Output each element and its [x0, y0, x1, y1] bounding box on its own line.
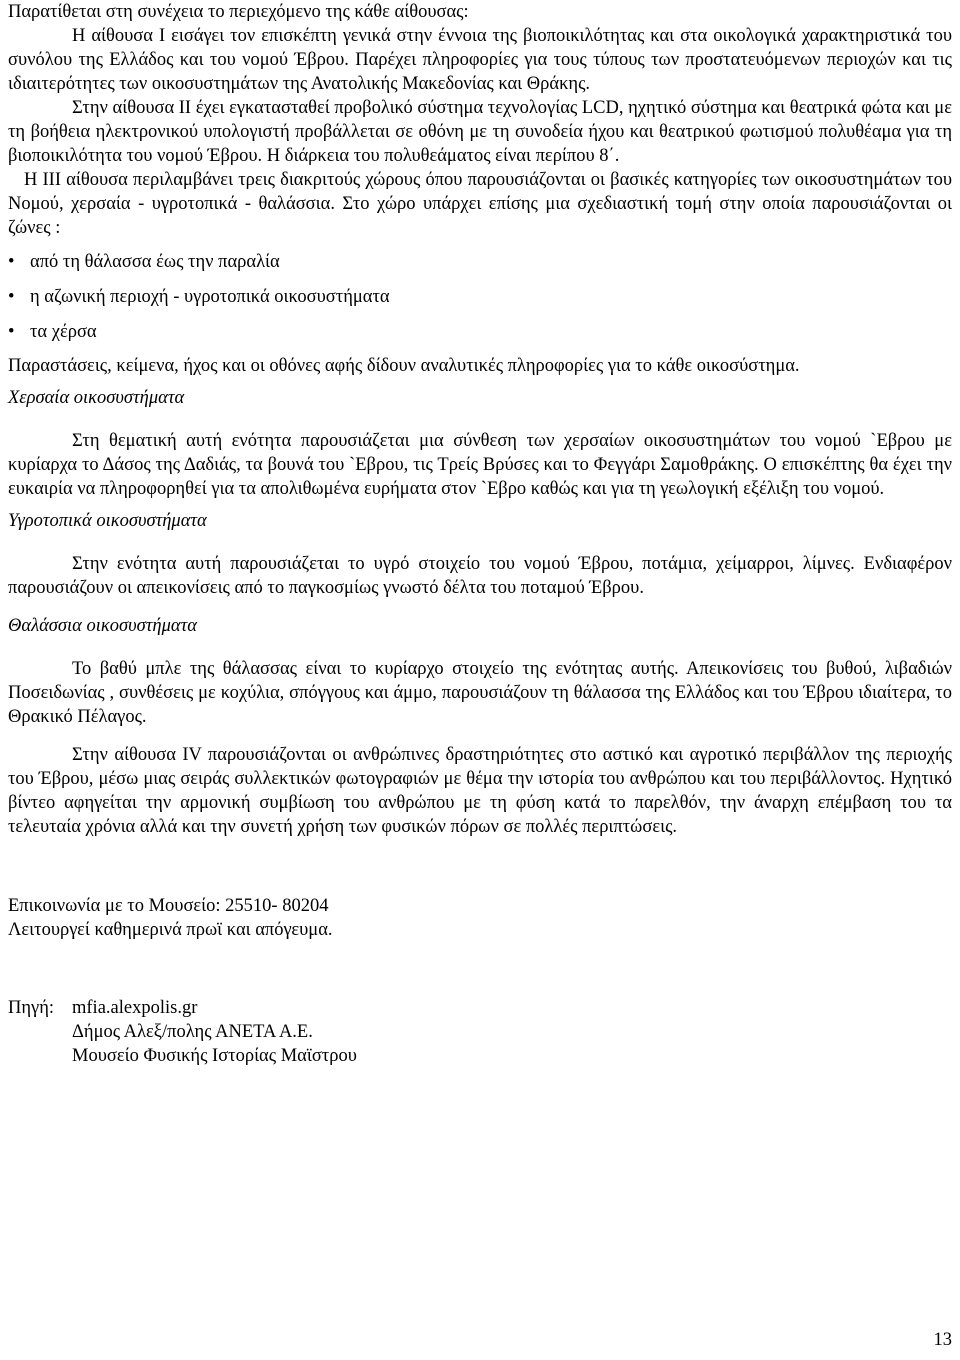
contact-block — [8, 894, 952, 942]
list-item: • η αζωνική περιοχή - υγροτοπικά οικοσυστήματα — [8, 287, 390, 307]
section-heading-marine: Θαλάσσια οικοσυστήματα — [8, 616, 197, 636]
section-heading-land: Χερσαία οικοσυστήματα — [8, 388, 185, 408]
list-item: • τα χέρσα — [8, 322, 97, 342]
list-item: • από τη θάλασσα έως την παραλία — [8, 252, 280, 272]
section-heading-wetland: Υγροτοπικά οικοσυστήματα — [8, 511, 207, 531]
presentations-paragraph: Παραστάσεις, κείμενα, ήχος και οι οθόνες αφής δίδουν αναλυτικές πληροφορίες για το κάθε οικοσύστημα. — [8, 356, 800, 376]
source-block — [8, 996, 952, 1068]
zones-list — [8, 250, 952, 344]
source-website: mfia.alexpolis.gr — [72, 998, 198, 1018]
room-1-paragraph: Η αίθουσα Ι εισάγει τον επισκέπτη γενικά στην έννοια της βιοποικιλότητας και στα οικολογικά χαρακτηριστικά του συνόλου της Ελλάδος και του νομού Έβρου. Παρέχει πληροφορίες για τους τύπους των προστατευόμενων περιοχών και τις ιδιαιτερότητες των οικοσυστημάτων της Ανατολικής Μακεδονίας και Θράκης. — [8, 26, 952, 94]
opening-hours: Λειτουργεί καθημερινά πρωϊ και απόγευμα. — [8, 920, 333, 940]
section-text-wetland: Στην ενότητα αυτή παρουσιάζεται το υγρό στοιχείο του νομού Έβρου, ποτάμια, χείμαρροι, λίμνες. Ενδιαφέρον παρουσιάζουν οι απεικονίσεις από το παγκοσμίως γνωστό δέλτα του ποταμού Έβρου. — [8, 554, 952, 598]
intro-text: Παρατίθεται στη συνέχεια το περιεχόμενο της κάθε αίθουσας: — [8, 2, 469, 22]
room-3-paragraph: Η ΙΙΙ αίθουσα περιλαμβάνει τρεις διακριτούς χώρους όπου παρουσιάζονται οι βασικές κατηγορίες των οικοσυστημάτων του Νομού, χερσαία - υγροτοπικά - θαλάσσια. Στο χώρο υπάρχει επίσης μια σχεδιαστική τομή στην οποία παρουσιάζονται οι ζώνες : — [8, 170, 952, 238]
section-text-marine: Το βαθύ μπλε της θάλασσας είναι το κυρίαρχο στοιχείο της ενότητας αυτής. Απεικονίσεις του βυθού, λιβαδιών Ποσειδωνίας , συνθέσεις με κοχύλια, σπόγγους και άμμο, παρουσιάζουν τη θάλασσα της Ελλάδος και του Έβρου ιδιαίτερα, το Θρακικό Πέλαγος. — [8, 659, 952, 727]
source-museum: Μουσείο Φυσικής Ιστορίας Μαϊστρου — [72, 1046, 357, 1066]
source-label: Πηγή: — [8, 998, 55, 1018]
document-page — [8, 0, 952, 1068]
bullet-icon: • — [8, 287, 15, 307]
room-4-paragraph: Στην αίθουσα IV παρουσιάζονται οι ανθρώπινες δραστηριότητες στο αστικό και αγροτικό περιβάλλον της περιοχής του Έβρου, μέσω μιας σειράς συλλεκτικών φωτογραφιών με θέμα την ιστορία του ανθρώπου και του περιβάλλοντος. Ηχητικό βίντεο αφηγείται την αρμονική συμβίωση του ανθρώπου με τη φύση κατά το παρελθόν, την άναρχη επέμβαση του τα τελευταία χρόνια αλλά και την συνετή χρήση των φυσικών πόρων σε πολλές περιπτώσεις. — [8, 745, 952, 837]
section-text-land: Στη θεματική αυτή ενότητα παρουσιάζεται μια σύνθεση των χερσαίων οικοσυστημάτων του νομού `Εβρου με κυρίαρχα το Δάσος της Δαδιάς, τα βουνά του `Εβρου, τις Τρείς Βρύσες και το Φεγγάρι Σαμοθράκης. Ο επισκέπτης θα έχει την ευκαιρία να πληροφορηθεί για τα απολιθωμένα ευρήματα στον `Εβρο καθώς και για τη γεωλογική εξέλιξη του νομού. — [8, 431, 952, 499]
page-number: 13 — [933, 1330, 952, 1350]
bullet-icon: • — [8, 322, 15, 342]
contact-phone: Επικοινωνία με το Μουσείο: 25510- 80204 — [8, 896, 329, 916]
source-municipality: Δήμος Αλεξ/πολης ΑΝΕΤΑ Α.Ε. — [72, 1022, 313, 1042]
room-2-paragraph: Στην αίθουσα ΙΙ έχει εγκατασταθεί προβολικό σύστημα τεχνολογίας LCD, ηχητικό σύστημα και θεατρικά φώτα και με τη βοήθεια ηλεκτρονικού υπολογιστή προβάλλεται σε οθόνη με τη συνοδεία ήχου και θεατρικού φωτισμού πολυθέαμα για τη βιοποικιλότητα του νομού Έβρου. Η διάρκεια του πολυθεάματος είναι περίπου 8΄. — [8, 98, 952, 166]
bullet-icon: • — [8, 252, 15, 272]
